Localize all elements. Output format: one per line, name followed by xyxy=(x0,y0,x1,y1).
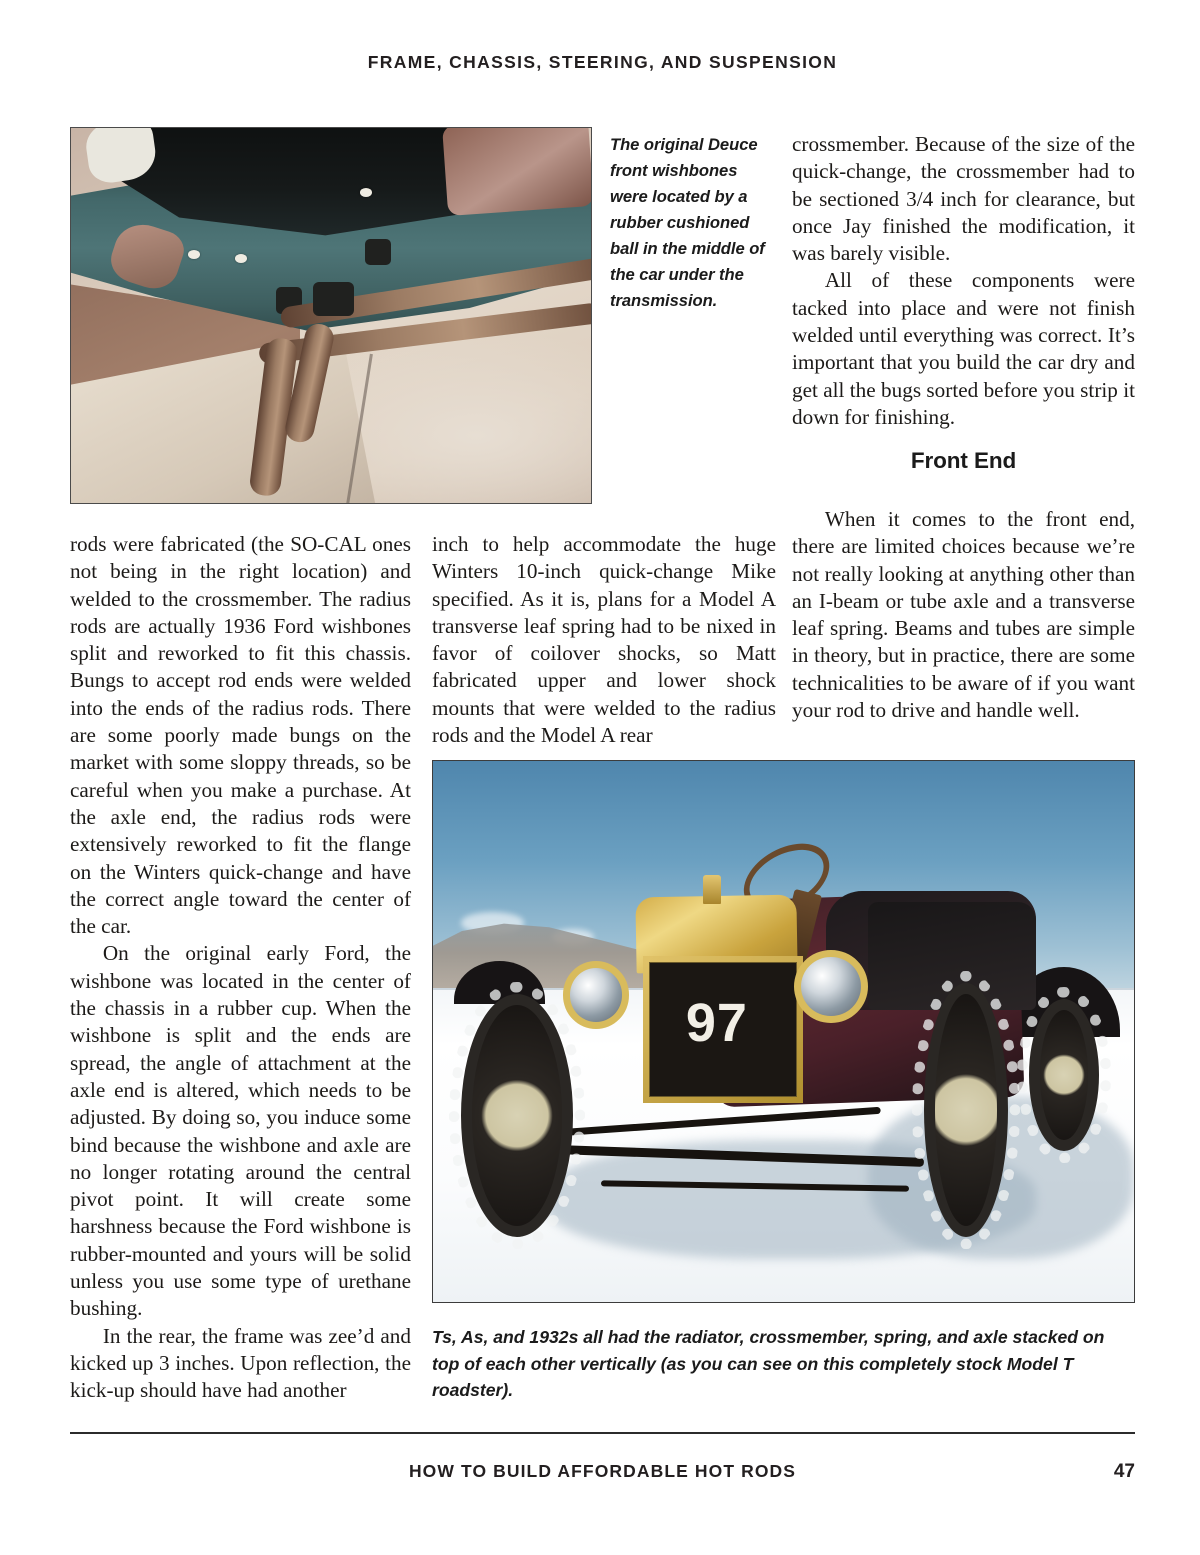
photo-rivet-1 xyxy=(360,188,372,197)
page-number: 47 xyxy=(1113,1461,1135,1482)
photo-front-wheel-right xyxy=(924,983,1008,1237)
paragraph-crossmember: crossmember. Because of the size of the quick-change, the crossmember had to be sectioned 3/4 inch for clearance, but once Jay finished the modification, it was barely visible. xyxy=(792,132,1135,266)
photo-bolt-1 xyxy=(365,239,391,265)
running-head: FRAME, CHASSIS, STEERING, AND SUSPENSION xyxy=(367,52,838,72)
paragraph-radius-rods: rods were fabricated (the SO-CAL ones not being in the right location) and welded to the crossmember. The radius rods are actually 1936 Ford wishbones split and reworked to fit this chassis. Bungs to accept rod ends were welded into the ends of the radius rods. There are some poorly made bungs on the market with some sloppy threads, so be careful when you make a purchase. At the axle end, the radius rods were extensively reworked to fit the flange on the Winters quick-change and have the correct angle toward the center of the car. xyxy=(70,532,411,939)
photo-bottom-caption: Ts, As, and 1932s all had the radiator, crossmember, spring, and axle stacked on top of each other vertically (as you can see on this completely stock Model T roadster). xyxy=(432,1327,1105,1401)
paragraph-original-ford: On the original early Ford, the wishbone was located in the center of the chassis in a rubber cup. When the wishbone is split and the ends are spread, the angle of attachment at the axle end is altered, which needs to be adjusted. By doing so, you induce some bind because the wishbone and axle are no longer rotating around the central pivot point. It will create some harshness because the Ford wishbone is rubber-mounted and yours will be solid unless you use some type of urethane bushing. xyxy=(70,941,411,1321)
column-left xyxy=(70,531,411,1405)
photo-rivet-3 xyxy=(235,254,247,263)
photo-front-wheel-left xyxy=(461,994,573,1237)
footer-divider xyxy=(70,1432,1135,1434)
paragraph-front-end-intro: When it comes to the front end, there are limited choices because we’re not really looking at anything other than an I-beam or tube axle and a transverse leaf spring. Beams and tubes are simple in theory, but in practice, there are some technicalities to be aware of if you want your rod to drive and handle well. xyxy=(792,507,1135,723)
photo-race-number: 97 xyxy=(685,993,748,1054)
footer-book-title: HOW TO BUILD AFFORDABLE HOT RODS xyxy=(408,1461,797,1481)
paragraph-rear-frame: In the rear, the frame was zee’d and kicked up 3 inches. Upon reflection, the kick-up should have had another xyxy=(70,1323,411,1403)
paragraph-components: All of these components were tacked into place and were not finish welded until everything was correct. It’s important that you build the car dry and get all the bugs sorted before you strip it down for finishing. xyxy=(792,268,1135,429)
photo-headlamp-right xyxy=(794,950,868,1023)
photo-radiator-cap xyxy=(703,875,721,905)
photo-rusty-pad xyxy=(442,127,592,215)
photo-top-caption: The original Deuce front wishbones were located by a rubber cushioned ball in the middle of the car under the transmission. xyxy=(610,135,765,310)
column-right-upper xyxy=(792,131,1135,431)
chassis-crossmember-wishbone-photo xyxy=(70,127,592,504)
model-t-roadster-salt-flats-photo xyxy=(432,760,1135,1303)
column-right-lower xyxy=(792,506,1135,724)
column-middle xyxy=(432,531,776,749)
photo-rear-wheel-right xyxy=(1029,999,1099,1150)
section-heading-front-end: Front End xyxy=(910,448,1017,473)
photo-ball-joint xyxy=(313,282,355,316)
paragraph-quick-change: inch to help accommodate the huge Winters 10-inch quick-change Mike specified. As it is, plans for a Model A transverse leaf spring had to be nixed in favor of coilover shocks, so Matt fabricated upper and lower shock mounts that were welded to the radius rods and the Model A rear xyxy=(432,532,776,748)
